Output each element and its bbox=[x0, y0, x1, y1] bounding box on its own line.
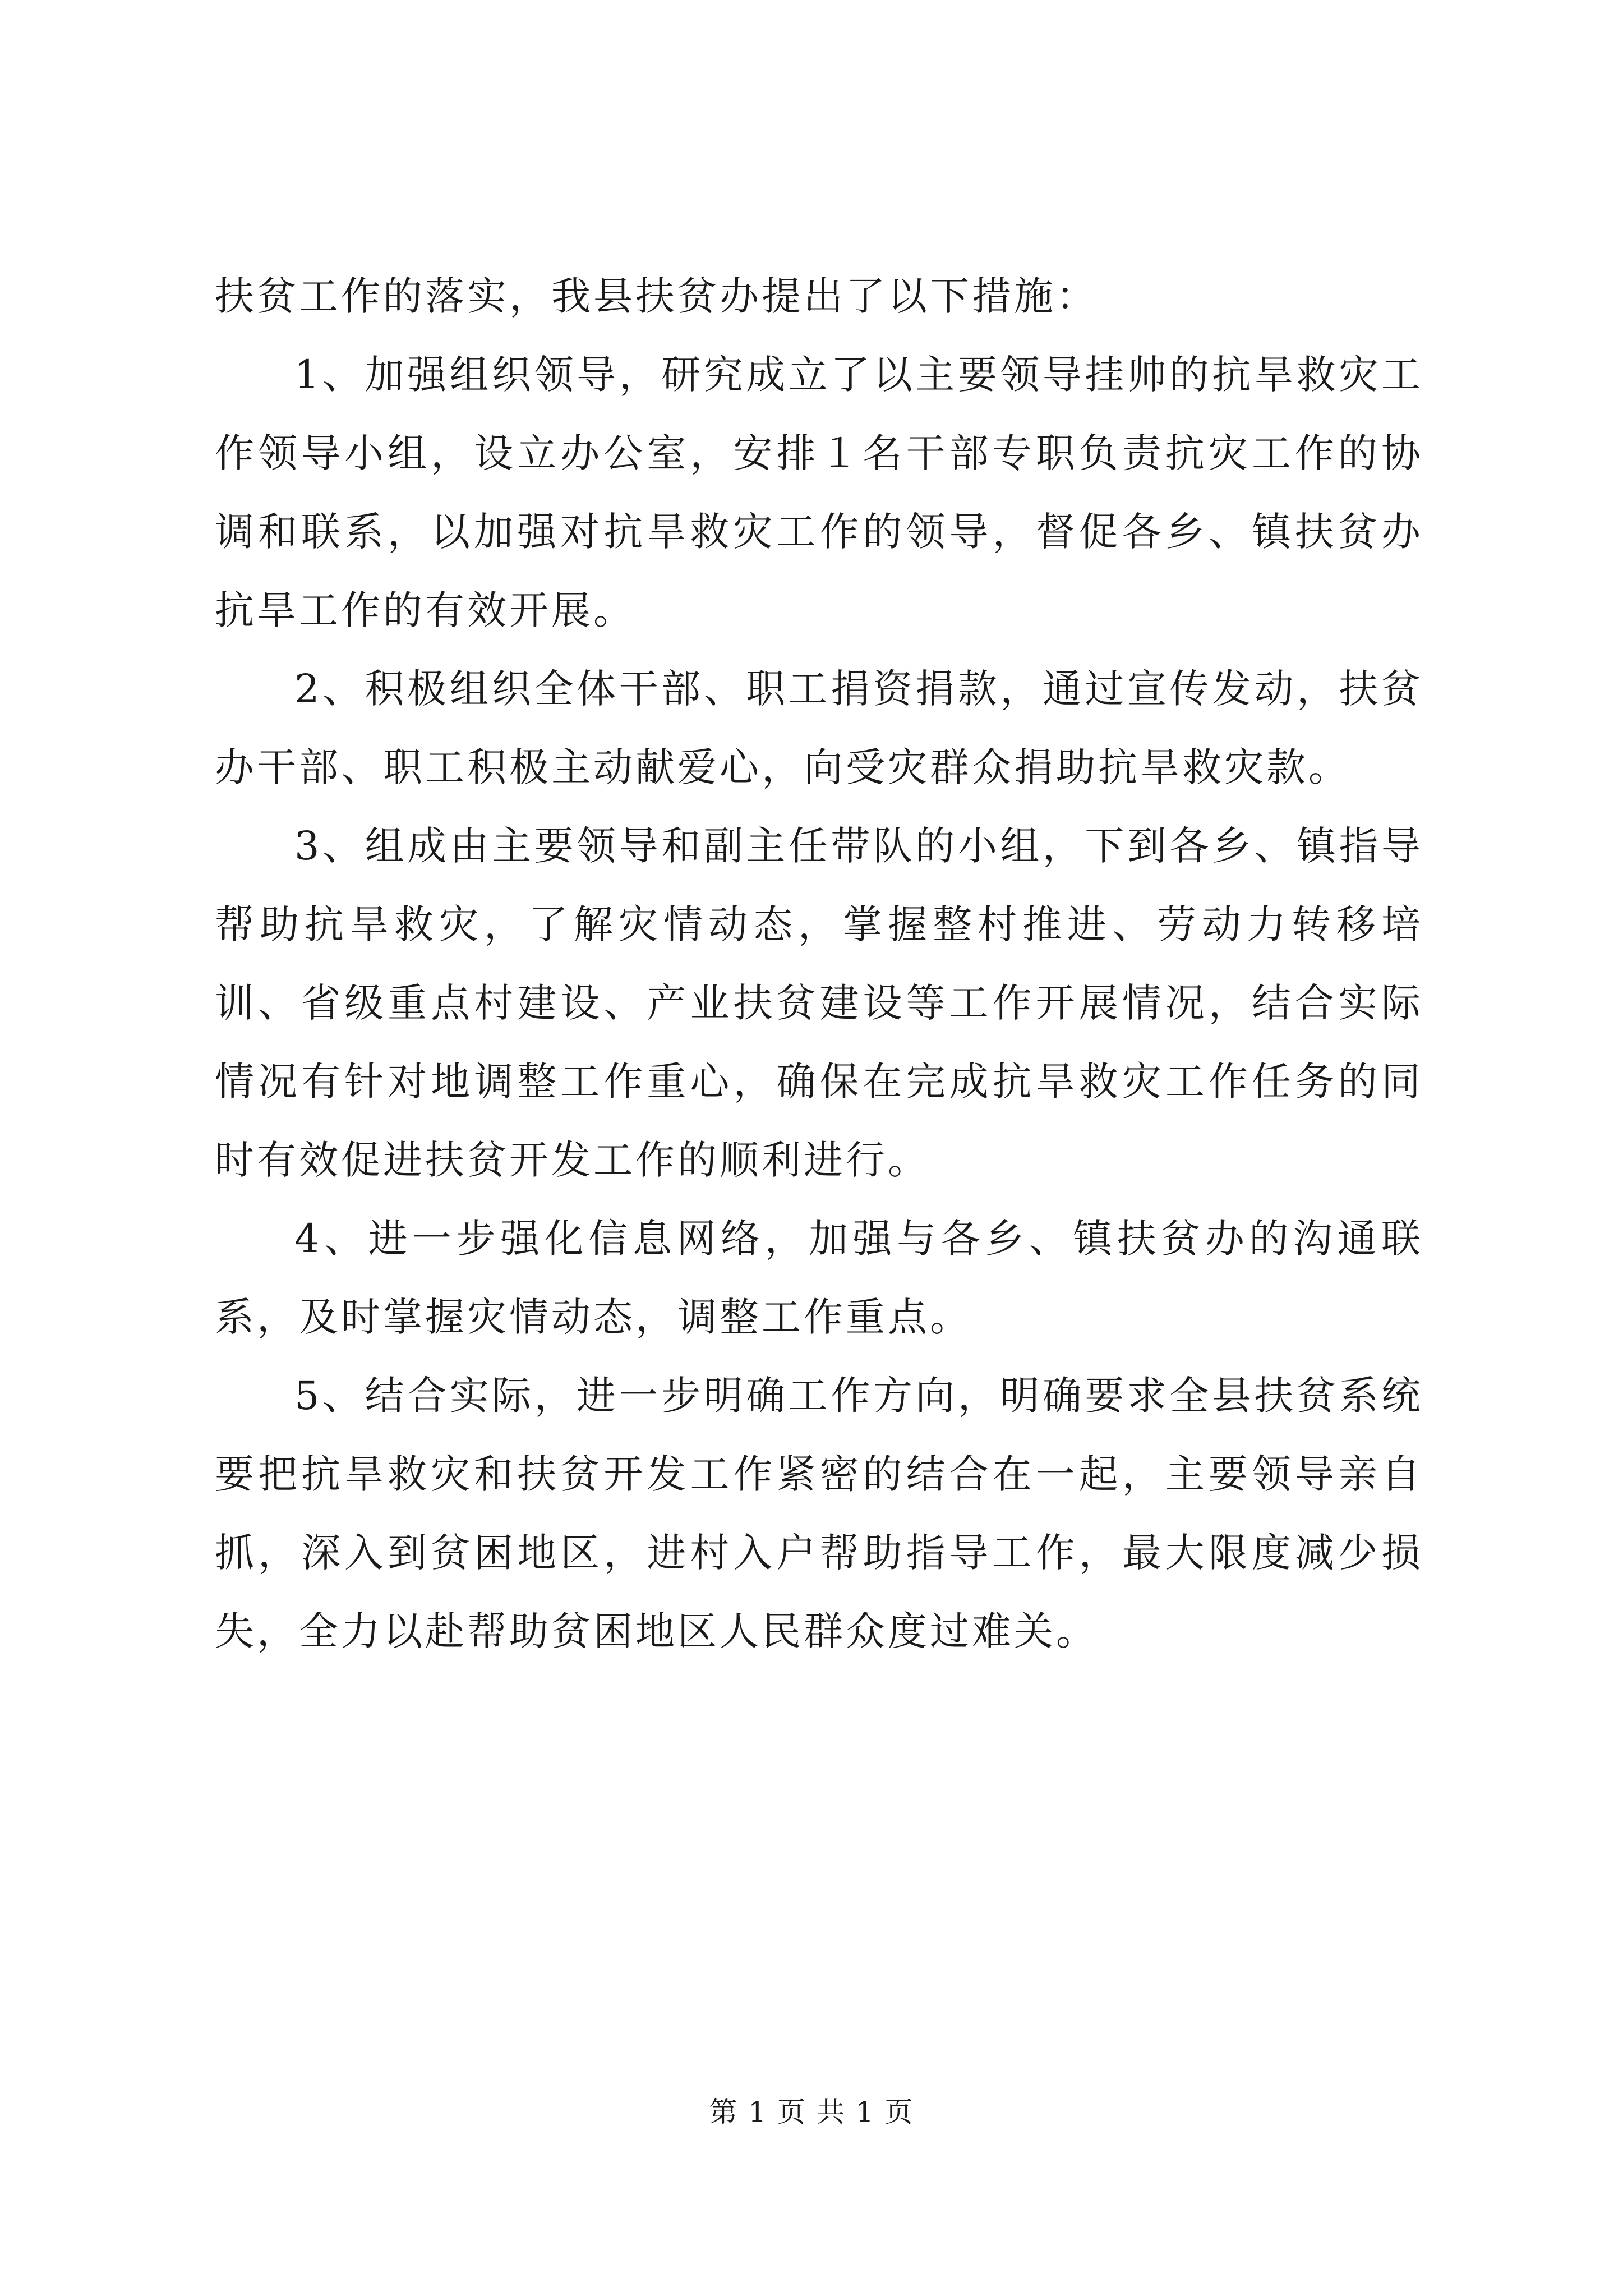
measure-paragraph-1: 1、加强组织领导，研究成立了以主要领导挂帅的抗旱救灾工作领导小组，设立办公室，安排１名干部专职负责抗灾工作的协调和联系，以加强对抗旱救灾工作的领导，督促各乡、镇扶贫办抗旱工作的有效开展。 bbox=[215, 352, 1423, 633]
measure-paragraph-4: 4、进一步强化信息网络，加强与各乡、镇扶贫办的沟通联系，及时掌握灾情动态，调整工作重点。 bbox=[215, 1216, 1423, 1340]
measure-paragraph-3: 3、组成由主要领导和副主任带队的小组，下到各乡、镇指导帮助抗旱救灾，了解灾情动态，掌握整村推进、劳动力转移培训、省级重点村建设、产业扶贫建设等工作开展情况，结合实际情况有针对地调整工作重心，确保在完成抗旱救灾工作任务的同时有效促进扶贫开发工作的顺利进行。 bbox=[215, 823, 1423, 1183]
measure-paragraph-5: 5、结合实际，进一步明确工作方向，明确要求全县扶贫系统要把抗旱救灾和扶贫开发工作紧密的结合在一起，主要领导亲自抓，深入到贫困地区，进村入户帮助指导工作，最大限度减少损失，全力以赴帮助贫困地区人民群众度过难关。 bbox=[215, 1373, 1423, 1654]
document-body bbox=[215, 257, 1423, 1671]
page-footer: 第 1 页 共 1 页 bbox=[709, 2096, 914, 2128]
intro-paragraph: 扶贫工作的落实，我县扶贫办提出了以下措施： bbox=[215, 273, 1098, 319]
measure-paragraph-2: 2、积极组织全体干部、职工捐资捐款，通过宣传发动，扶贫办干部、职工积极主动献爱心，向受灾群众捐助抗旱救灾款。 bbox=[215, 666, 1423, 790]
